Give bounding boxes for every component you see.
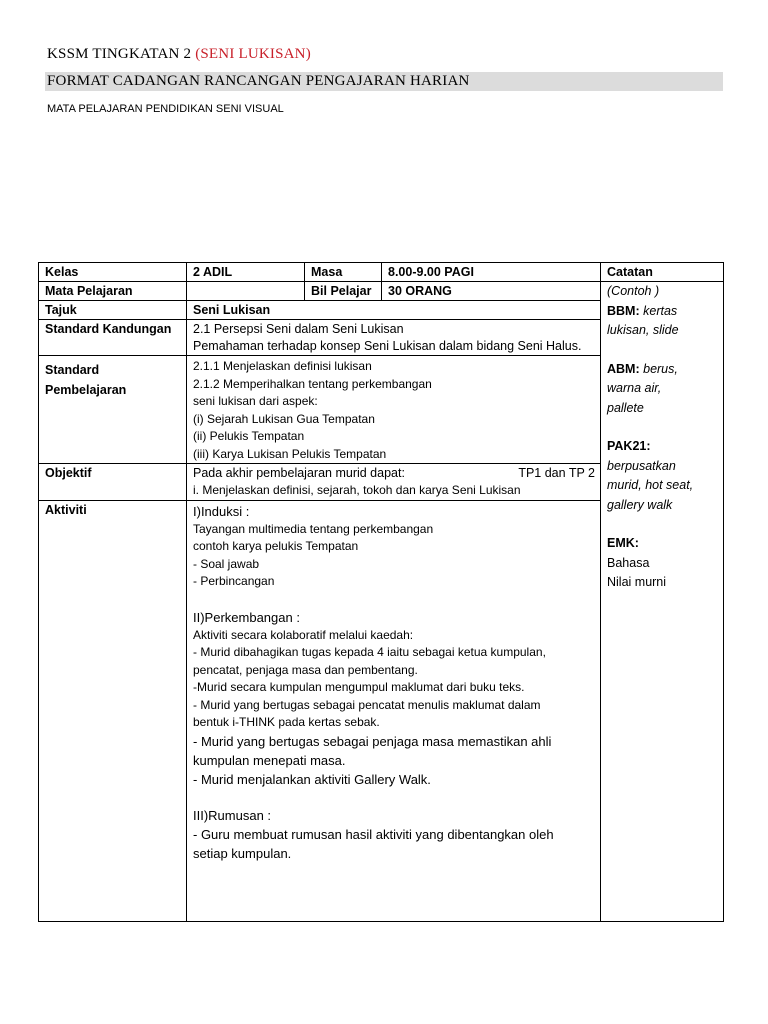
tajuk-value: Seni Lukisan bbox=[187, 301, 601, 320]
induksi-line: contoh karya pelukis Tempatan bbox=[193, 539, 359, 553]
induksi-title: I)Induksi : bbox=[193, 503, 250, 519]
pak21-value-1: berpusatkan bbox=[607, 458, 676, 473]
format-heading: FORMAT CADANGAN RANCANGAN PENGAJARAN HARIAN bbox=[45, 72, 723, 91]
bbm-value-2: lukisan, slide bbox=[607, 323, 679, 337]
masa-label: Masa bbox=[305, 263, 382, 282]
abm-value-3: pallete bbox=[607, 400, 644, 415]
objektif-label: Objektif bbox=[39, 464, 187, 501]
rumusan-title: III)Rumusan : bbox=[193, 807, 272, 823]
bil-pelajar-label: Bil Pelajar bbox=[305, 282, 382, 301]
catatan-cell bbox=[601, 282, 724, 922]
kelas-label: Kelas bbox=[39, 263, 187, 282]
induksi-line: - Soal jawab bbox=[193, 556, 260, 571]
perkembangan-line: kumpulan menepati masa. bbox=[193, 752, 346, 768]
table-row bbox=[39, 282, 724, 301]
standard-kandungan-line: Pemahaman terhadap konsep Seni Lukisan dalam bidang Seni Halus. bbox=[193, 339, 582, 353]
perkembangan-line: -Murid secara kumpulan mengumpul maklumat dari buku teks. bbox=[193, 680, 525, 694]
standard-kandungan-line: 2.1 Persepsi Seni dalam Seni Lukisan bbox=[193, 322, 404, 336]
standard-pembelajaran-label bbox=[39, 356, 187, 464]
sp-line: (ii) Pelukis Tempatan bbox=[193, 429, 305, 443]
perkembangan-line: pencatat, penjaga masa dan pembentang. bbox=[193, 662, 418, 677]
standard-pembelajaran-value bbox=[187, 356, 601, 464]
table-row bbox=[39, 263, 724, 282]
abm-value: berus, bbox=[639, 361, 678, 376]
tajuk-label: Tajuk bbox=[39, 301, 187, 320]
abm-label: ABM: bbox=[607, 361, 640, 376]
induksi-line: - Perbincangan bbox=[193, 574, 275, 588]
objektif-line-2: i. Menjelaskan definisi, sejarah, tokoh dan karya Seni Lukisan bbox=[193, 483, 521, 497]
sp-line: 2.1.2 Memperihalkan tentang perkembangan bbox=[193, 376, 432, 391]
abm-value-2: warna air, bbox=[607, 381, 662, 395]
rumusan-line: - Guru membuat rumusan hasil aktiviti yang dibentangkan oleh bbox=[193, 826, 554, 842]
induksi-line: Tayangan multimedia tentang perkembangan bbox=[193, 521, 434, 536]
sp-line: 2.1.1 Menjelaskan definisi lukisan bbox=[193, 359, 372, 373]
lesson-plan-table bbox=[38, 262, 724, 922]
kelas-value: 2 ADIL bbox=[187, 263, 305, 282]
aktiviti-label: Aktiviti bbox=[39, 500, 187, 921]
mata-pelajaran-label: Mata Pelajaran bbox=[39, 282, 187, 301]
pak21-label: PAK21: bbox=[607, 439, 651, 453]
objektif-line-1: Pada akhir pembelajaran murid dapat: bbox=[193, 466, 405, 480]
emk-label: EMK: bbox=[607, 536, 639, 550]
perkembangan-line: - Murid dibahagikan tugas kepada 4 iaitu sebagai ketua kumpulan, bbox=[193, 645, 546, 659]
masa-value: 8.00-9.00 PAGI bbox=[382, 263, 601, 282]
pak21-value-2: murid, hot seat, bbox=[607, 478, 694, 492]
aktiviti-value bbox=[187, 500, 601, 921]
standard-pembelajaran-label-1: Standard bbox=[45, 363, 100, 377]
perkembangan-title: II)Perkembangan : bbox=[193, 609, 300, 625]
subject-heading: MATA PELAJARAN PENDIDIKAN SENI VISUAL bbox=[47, 103, 284, 115]
standard-kandungan-value bbox=[187, 320, 601, 356]
perkembangan-line: Aktiviti secara kolaboratif melalui kaedah: bbox=[193, 627, 414, 642]
perkembangan-line: bentuk i-THINK pada kertas sebak. bbox=[193, 715, 380, 729]
standard-kandungan-label: Standard Kandungan bbox=[39, 320, 187, 356]
emk-value-2: Nilai murni bbox=[607, 575, 667, 589]
bil-pelajar-value: 30 ORANG bbox=[382, 282, 601, 301]
rumusan-line: setiap kumpulan. bbox=[193, 845, 292, 861]
perkembangan-line: - Murid menjalankan aktiviti Gallery Walk. bbox=[193, 771, 431, 787]
perkembangan-line: - Murid yang bertugas sebagai pencatat menulis maklumat dalam bbox=[193, 697, 541, 712]
standard-pembelajaran-label-2: Pembelajaran bbox=[45, 383, 127, 397]
sp-line: (i) Sejarah Lukisan Gua Tempatan bbox=[193, 411, 375, 426]
title-red: (SENI LUKISAN) bbox=[195, 46, 311, 62]
mata-pelajaran-value bbox=[187, 282, 305, 301]
pak21-value-3: gallery walk bbox=[607, 497, 673, 512]
objektif-value bbox=[187, 464, 601, 501]
catatan-contoh: (Contoh ) bbox=[607, 284, 660, 298]
bbm-value: kertas bbox=[639, 303, 678, 318]
perkembangan-line: - Murid yang bertugas sebagai penjaga masa memastikan ahli bbox=[193, 733, 552, 749]
sp-line: (iii) Karya Lukisan Pelukis Tempatan bbox=[193, 446, 387, 461]
objektif-tp: TP1 dan TP 2 bbox=[518, 466, 595, 480]
sp-line: seni lukisan dari aspek: bbox=[193, 394, 318, 408]
title-black: KSSM TINGKATAN 2 bbox=[47, 46, 196, 62]
bbm-label: BBM: bbox=[607, 303, 640, 318]
catatan-label: Catatan bbox=[601, 263, 724, 282]
document-title bbox=[47, 46, 311, 63]
emk-value-1: Bahasa bbox=[607, 555, 650, 570]
